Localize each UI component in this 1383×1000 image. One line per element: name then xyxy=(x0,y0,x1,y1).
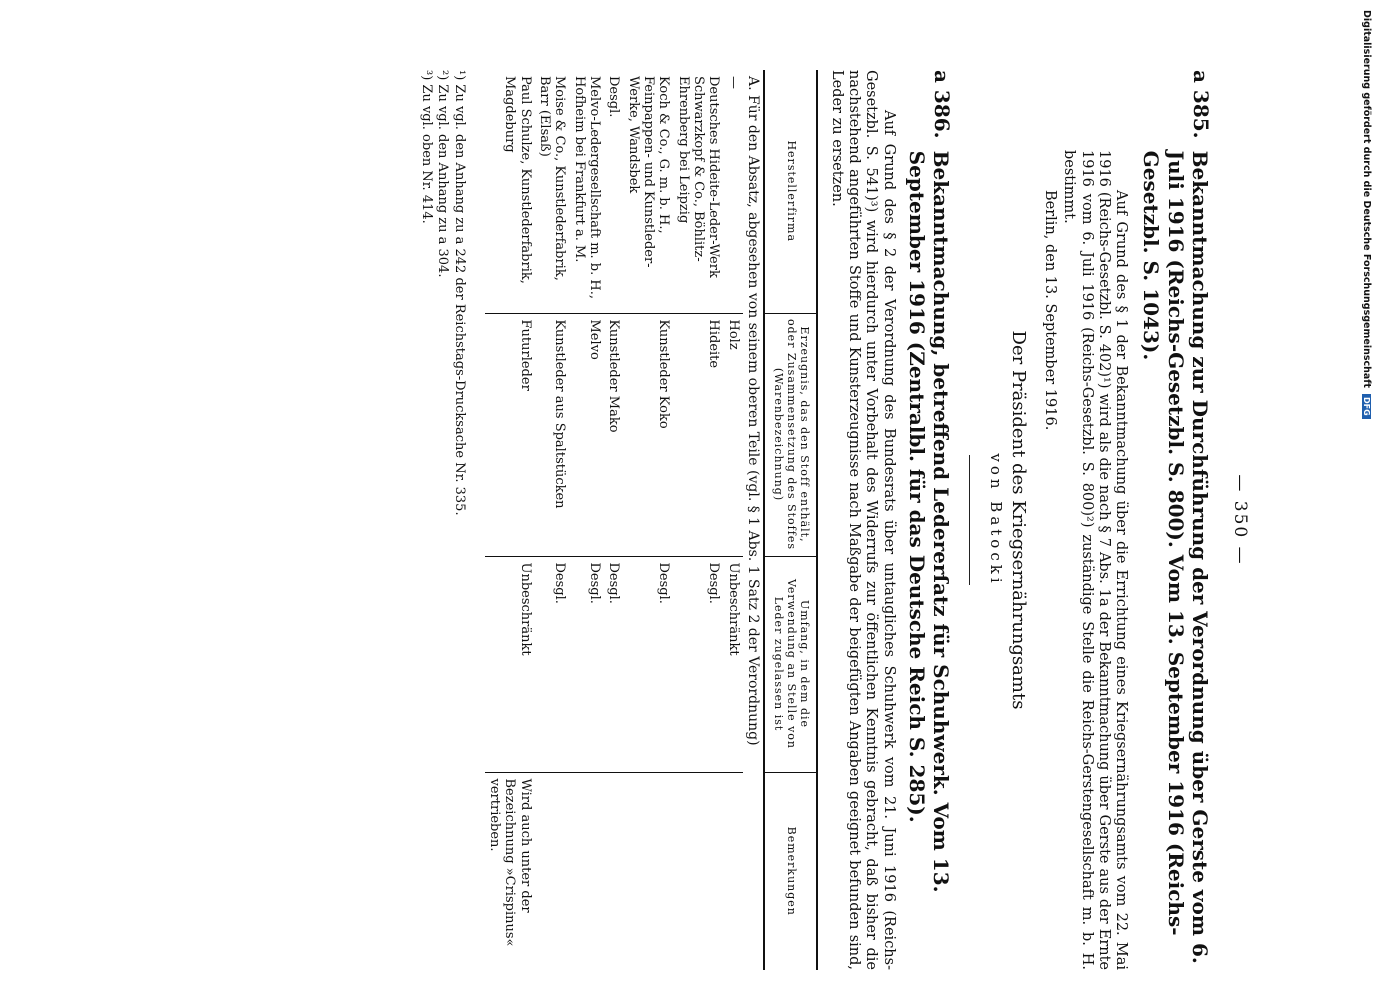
leather-substitute-table xyxy=(485,70,818,970)
section-a386-title: Bekanntmachung, betreffend Ledererſatz für Schuhwerk. Vom 13. September 1916 (Zentralbl. für das Deutsche Reich S. 285). xyxy=(904,150,954,893)
table-row xyxy=(569,70,604,970)
section-a385-heading xyxy=(1139,70,1212,970)
cell-firm: Paul Schulze, Kunstlederfabrik, Magdeburg xyxy=(502,76,533,284)
cell-product: Melvo xyxy=(569,313,604,556)
header-remarks: Bemerkungen xyxy=(764,772,817,970)
cell-product: Kunstleder aus Spaltstücken xyxy=(535,313,570,556)
cell-product: Futurleder xyxy=(485,313,535,556)
section-a385-number: a 385. xyxy=(1188,70,1213,139)
cell-remark: Wird auch unter der Bezeichnung »Crispinus« vertrieben. xyxy=(485,772,535,970)
cell-scope: Unbeschränkt xyxy=(723,556,742,772)
cell-firm: Deutsches Hideite-Leder-Werk Schwarzkopf & Co., Böhlitz-Ehrenberg bei Leipzig xyxy=(675,76,722,278)
table-row xyxy=(723,70,742,970)
cell-product: Kunstleder Koko xyxy=(623,313,673,556)
digitization-credit-text: Digitalisierung gefördert durch die Deutsche Forschungsgemeinschaft xyxy=(1361,10,1373,388)
cell-remark xyxy=(723,772,742,970)
section-a385-body: Auf Grund des § 1 der Bekanntmachung über die Errichtung eines Kriegsernährungsamts vom 22. Mai 1916 (Reichs-Gesetzbl. S. 402)¹) wird als die nach § 7 Abs. 1a der Bekanntmachung über Gerste aus der Ernte 1916 vom 6. Juli 1916 (Reichs-Gesetzbl. S. 800)²) zuständige Stelle die Reichs-Gerstengesellschaft m. b. H. bestimmt. xyxy=(1061,150,1129,970)
rotated-document-page xyxy=(70,70,1250,970)
dfg-logo: DFG xyxy=(1363,394,1372,419)
separator-rule xyxy=(969,455,970,585)
footnote-3: ³) Zu vgl. oben Nr. 414. xyxy=(419,70,435,224)
digitization-credit xyxy=(1360,10,1374,416)
table-row xyxy=(485,70,535,970)
table-row xyxy=(623,70,673,970)
cell-remark xyxy=(569,772,604,970)
cell-remark xyxy=(535,772,570,970)
cell-remark xyxy=(673,772,723,970)
footnote-1: ¹) Zu vgl. den Anhang zu a 242 der Reichstags-Drucksache Nr. 335. xyxy=(451,70,467,516)
cell-firm: Moise & Co., Kunstlederfabrik, Barr (Elsaß) xyxy=(537,76,568,281)
cell-product: Kunstleder Mako xyxy=(604,313,623,556)
page-number: — 350 — xyxy=(1230,474,1250,566)
cell-scope: Desgl. xyxy=(673,556,723,772)
table-row xyxy=(604,70,623,970)
footnotes xyxy=(419,70,467,970)
cell-scope: Desgl. xyxy=(535,556,570,772)
signature-title: Der Präsident des Kriegsernährungsamts xyxy=(1008,330,1030,710)
cell-scope: Desgl. xyxy=(569,556,604,772)
cell-remark xyxy=(604,772,623,970)
cell-product: Holz xyxy=(723,313,742,556)
cell-scope: Desgl. xyxy=(623,556,673,772)
cell-firm: Desgl. xyxy=(606,76,622,118)
section-a386-number: a 386. xyxy=(930,70,955,139)
cell-scope: Desgl. xyxy=(604,556,623,772)
cell-firm: — xyxy=(725,76,741,89)
table-section-label: A. Für den Absatz, abgesehen von seinem oberen Teile (vgl. § 1 Abs. 1 Satz 2 der Verordnung) xyxy=(745,76,762,746)
section-a385-place-date: Berlin, den 13. September 1916. xyxy=(1042,190,1059,431)
cell-remark xyxy=(623,772,673,970)
section-a385-title: Bekanntmachung zur Durchführung der Verordnung über Gerste vom 6. Juli 1916 (Reichs-Gesetzbl. S. 800). Vom 13. September 1916 (Reichs-Gesetzbl. S. 1043). xyxy=(1139,150,1212,964)
cell-product: Hideite xyxy=(673,313,723,556)
table-row xyxy=(535,70,570,970)
cell-scope: Unbeschränkt xyxy=(485,556,535,772)
cell-firm: Melvo-Ledergesellschaft m. b. H., Hofheim bei Frankfurt a. M. xyxy=(571,76,603,299)
header-product: Erzeugnis, das den Stoff enthält, oder Zusammensetzung des Stoffes (Warenbezeichnung) xyxy=(764,313,817,556)
footnote-2: ²) Zu vgl. den Anhang zu a 304. xyxy=(435,70,451,278)
signature-name: von Batocki xyxy=(987,453,1005,587)
table-row xyxy=(673,70,723,970)
section-a386-body: Auf Grund des § 2 der Verordnung des Bundesrats über untaugliches Schuhwerk vom 21. Juni 1916 (Reichs-Gesetzbl. S. 541)³) wird hierdurch unter Vorbehalt des Widerrufs zur öffentlichen Kenntnis gebracht, daß bisher die nachstehend angeführten Stoffe und Kunsterzeugnisse nach Maßgabe der beigefügten Angaben geeignet befunden sind, Leder zu ersetzen. xyxy=(829,70,897,970)
cell-firm: Koch & Co., G. m. b. H., Feinpappen- und Kunstleder-Werke, Wandsbek xyxy=(625,76,672,268)
header-firm: Herstellerfirma xyxy=(764,70,817,313)
section-a386-heading xyxy=(905,70,954,970)
header-scope: Umfang, in dem die Verwendung an Stelle von Leder zugelassen ist xyxy=(764,556,817,772)
